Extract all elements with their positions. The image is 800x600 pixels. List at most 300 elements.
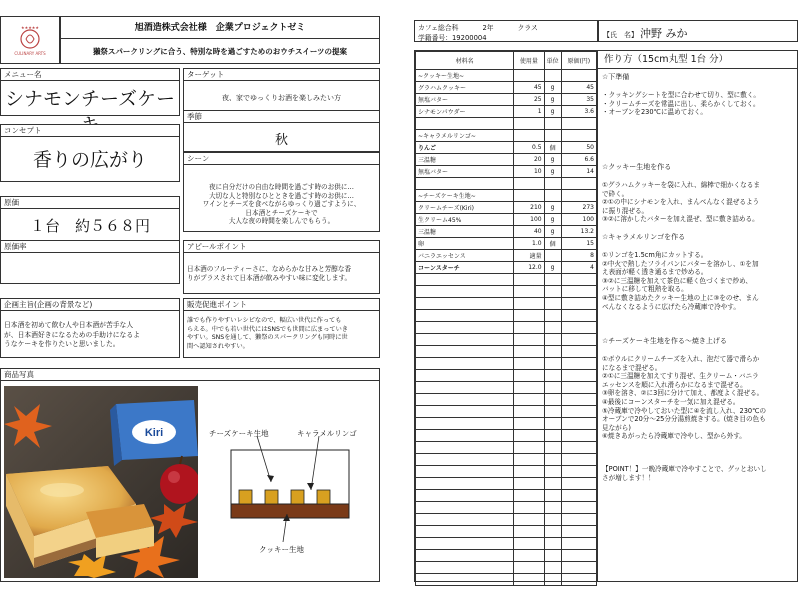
ingredient-amount [514, 502, 544, 514]
ingredient-cost [561, 370, 596, 382]
ingredient-table [414, 50, 598, 582]
ingredient-unit [544, 70, 561, 82]
ingredient-amount [514, 514, 544, 526]
ingredient-cost [561, 430, 596, 442]
target-value: 夜、家でゆっくりお酒を楽しみたい方 [222, 94, 341, 102]
table-row [416, 550, 597, 562]
ingredient-cost [561, 538, 596, 550]
col-header-amount: 使用量 [514, 52, 544, 70]
ingredient-amount [514, 334, 544, 346]
ingredient-amount [514, 394, 544, 406]
ingredient-name [416, 526, 514, 538]
ingredient-amount: 45 [514, 82, 544, 94]
student-id-label: 学籍番号： [418, 34, 452, 42]
ingredient-cost: 14 [561, 166, 596, 178]
ingredient-amount [514, 406, 544, 418]
table-row [416, 394, 597, 406]
ingredient-amount: 0.5 [514, 142, 544, 154]
ingredient-amount [514, 526, 544, 538]
ingredient-cost [561, 526, 596, 538]
ingredient-name [416, 274, 514, 286]
ingredient-unit [544, 418, 561, 430]
ingredient-unit [544, 178, 561, 190]
ingredient-unit [544, 358, 561, 370]
ingredient-amount [514, 382, 544, 394]
method-step-line: え表面が軽く透き通るまで炒める。 [602, 268, 708, 277]
method-step-line: ②①の中にシナモンを入れ、まんべんなく混ぜるよう [602, 198, 760, 207]
ingredient-cost: 15 [561, 238, 596, 250]
svg-text:★★★★★: ★★★★★ [21, 25, 39, 30]
ingredient-cost [561, 178, 596, 190]
ingredient-unit: 個 [544, 142, 561, 154]
table-row [416, 502, 597, 514]
name-label: 【氏 名】 [603, 31, 638, 39]
product-photo [4, 386, 198, 578]
ingredient-unit [544, 442, 561, 454]
menu-label: メニュー名 [1, 69, 179, 81]
ingredient-name [416, 562, 514, 574]
ingredient-name [416, 490, 514, 502]
ingredient-unit: g [544, 82, 561, 94]
ingredient-unit [544, 190, 561, 202]
purpose-line: が、日本酒好きになるための手助けになるよ [4, 330, 140, 339]
scene-section [183, 152, 380, 232]
promo-line: 間へ認知されやすい。 [187, 342, 249, 350]
ingredient-name [416, 298, 514, 310]
ingredient-name: 無塩バター [416, 94, 514, 106]
table-row [416, 406, 597, 418]
ingredient-name: 三温糖 [416, 154, 514, 166]
ingredient-name: 卵 [416, 238, 514, 250]
ingredient-cost [561, 346, 596, 358]
ingredient-name: ~チーズケーキ生地~ [416, 190, 514, 202]
ingredient-name [416, 502, 514, 514]
method-step-line: ②①に三温糖を加えてすり混ぜ、生クリーム・バニラ [602, 372, 759, 381]
ingredient-unit [544, 310, 561, 322]
ingredient-cost [561, 286, 596, 298]
cost-label: 原価 [1, 197, 179, 209]
appeal-line: 日本酒のフルーティーさに、なめらかな甘みと芳醇な香 [187, 265, 352, 273]
ingredient-amount [514, 322, 544, 334]
ingredient-name [416, 178, 514, 190]
scene-label: シーン [184, 153, 379, 165]
season-value: 秋 [274, 133, 288, 148]
ingredient-amount [514, 574, 544, 586]
header [60, 16, 380, 64]
ingredient-cost [561, 574, 596, 586]
ingredient-unit: g [544, 202, 561, 214]
ingredient-amount: 40 [514, 226, 544, 238]
ingredient-cost [561, 298, 596, 310]
ingredient-amount [514, 298, 544, 310]
ingredient-amount: 25 [514, 94, 544, 106]
table-row [416, 322, 597, 334]
ingredient-amount [514, 490, 544, 502]
promo-line: 誰でも作りやすいレシピなので、幅広い世代に作っても [187, 317, 342, 324]
purpose-line: 日本酒を初めて飲む人や日本酒が苦手な人 [4, 321, 134, 329]
ingredient-unit: 個 [544, 238, 561, 250]
ingredient-unit: g [544, 166, 561, 178]
ingredient-name: クリームチーズ(Kiri) [416, 202, 514, 214]
ingredient-cost [561, 442, 596, 454]
student-year: 2年 [482, 24, 494, 32]
table-row [416, 70, 597, 82]
ingredient-cost: 50 [561, 142, 596, 154]
ingredient-amount [514, 118, 544, 130]
purpose-section [0, 298, 180, 358]
ingredient-name: グラハムクッキー [416, 82, 514, 94]
method-step-line: ①ボウルにクリームチーズを入れ、泡だて器で滑らか [602, 355, 760, 363]
cost-rate-label: 原価率 [1, 241, 179, 253]
table-row [416, 130, 597, 142]
method-step-line: ・クリームチーズを常温に出し、柔らかくしておく。 [602, 99, 760, 108]
student-class: クラス [517, 24, 538, 32]
ingredient-name [416, 370, 514, 382]
ingredient-amount [514, 274, 544, 286]
method-step-line: ③②に三温糖を加えて茶色に軽く色づくまで炒め、 [602, 276, 753, 285]
ingredient-name [416, 430, 514, 442]
ingredient-unit [544, 298, 561, 310]
ingredient-name: 無塩バター [416, 166, 514, 178]
ingredient-name [416, 550, 514, 562]
promo-section [183, 298, 380, 358]
student-name: 沖野 みか [640, 27, 688, 40]
table-row [416, 154, 597, 166]
table-row [416, 310, 597, 322]
ingredient-unit: g [544, 106, 561, 118]
table-row [416, 214, 597, 226]
table-row [416, 166, 597, 178]
method-step-line: バットに移して粗熱を取る。 [602, 285, 688, 294]
ingredient-name [416, 514, 514, 526]
method-step-line: ⑥焼きあがったら冷蔵庫で冷やし、型から外す。 [602, 432, 746, 441]
method-step-line: で砕く。 [602, 189, 629, 198]
ingredient-amount [514, 70, 544, 82]
ingredient-amount [514, 454, 544, 466]
scene-line: 夜に自分だけの自由な時間を過ごす時のお供に… [208, 183, 355, 191]
ingredient-unit [544, 346, 561, 358]
ingredient-name [416, 382, 514, 394]
ingredient-cost: 4 [561, 262, 596, 274]
ingredient-name: 生クリーム45% [416, 214, 514, 226]
logo [0, 16, 60, 64]
cross-section-diagram [201, 386, 379, 578]
method-step-line: ④最後にコーンスターチを一気に加え混ぜる。 [602, 398, 740, 406]
ingredient-cost: 35 [561, 94, 596, 106]
concept-label: コンセプト [1, 125, 179, 137]
ingredient-cost: 8 [561, 250, 596, 262]
ingredient-amount [514, 370, 544, 382]
method-step-heading: ☆下準備 [602, 73, 630, 81]
ingredient-cost [561, 502, 596, 514]
table-row [416, 346, 597, 358]
ingredient-amount [514, 466, 544, 478]
table-row [416, 286, 597, 298]
ingredient-unit [544, 118, 561, 130]
ingredient-unit: g [544, 154, 561, 166]
ingredient-amount [514, 538, 544, 550]
purpose-line: うなケーキを作りたいと思いました。 [4, 340, 120, 348]
scene-line: 大人な夜の時間を楽しんでもらう。 [228, 217, 335, 226]
col-header-unit: 単位 [544, 52, 561, 70]
target-label: ターゲット [184, 69, 379, 81]
table-row [416, 370, 597, 382]
table-row [416, 82, 597, 94]
method-step-line: 【POINT！】一晩冷蔵庫で冷やすことで、グッとおいし [602, 465, 767, 473]
table-row [416, 142, 597, 154]
ingredient-unit: g [544, 226, 561, 238]
ingredient-amount [514, 562, 544, 574]
col-header-material: 材料名 [416, 52, 514, 70]
ingredient-unit [544, 430, 561, 442]
ingredient-cost [561, 130, 596, 142]
appeal-line: りがプラスされて日本酒が飲みやすい味に変化します。 [187, 274, 352, 282]
ingredient-name [416, 538, 514, 550]
ingredient-cost [561, 562, 596, 574]
ingredient-name: ~キャラメルリンゴ~ [416, 130, 514, 142]
ingredient-cost [561, 490, 596, 502]
promo-line: らえる。中でも若い世代にはSNSでも世間に広まっていき [187, 325, 348, 333]
promo-line: やすい。SNSを通して、獺祭のスパークリングも同時に世 [187, 334, 348, 342]
appeal-label: アピールポイント [184, 241, 379, 253]
cost-rate-section [0, 240, 180, 284]
ingredient-amount [514, 130, 544, 142]
ingredient-unit [544, 406, 561, 418]
ingredient-cost [561, 466, 596, 478]
ingredient-unit [544, 370, 561, 382]
method-step-line: に振り混ぜる。 [602, 206, 649, 215]
ingredient-name: コーンスターチ [416, 262, 514, 274]
ingredient-name [416, 454, 514, 466]
table-row [416, 298, 597, 310]
ingredient-name: りんご [416, 142, 514, 154]
table-row [416, 202, 597, 214]
ingredient-cost [561, 190, 596, 202]
ingredient-unit: g [544, 214, 561, 226]
table-row [416, 334, 597, 346]
ingredient-cost [561, 322, 596, 334]
table-row [416, 118, 597, 130]
concept-section [0, 124, 180, 182]
table-row [416, 358, 597, 370]
ingredient-unit [544, 250, 561, 262]
method-step-line: オーブンで20分～25分分湯煎焼きする。(焼き目の色も [602, 415, 766, 424]
table-row [416, 478, 597, 490]
table-row [416, 190, 597, 202]
ingredient-name [416, 442, 514, 454]
ingredient-name [416, 118, 514, 130]
student-id: 19200004 [451, 34, 487, 42]
ingredient-unit [544, 562, 561, 574]
table-row [416, 250, 597, 262]
ingredient-amount [514, 310, 544, 322]
table-row [416, 106, 597, 118]
ingredient-unit: g [544, 262, 561, 274]
ingredient-unit [544, 322, 561, 334]
method-step-line: ・クッキングシートを型に合わせて切り、型に敷く。 [602, 91, 760, 99]
ingredient-cost [561, 454, 596, 466]
table-row [416, 238, 597, 250]
ingredient-cost [561, 310, 596, 322]
method-step-line: ④型に敷き詰めたクッキー生地の上に③をのせ、まん [602, 294, 759, 302]
student-name-box [598, 20, 798, 42]
ingredient-unit [544, 514, 561, 526]
table-row [416, 466, 597, 478]
photo-label: 商品写真 [1, 369, 379, 381]
ingredient-cost: 273 [561, 202, 596, 214]
method-step-line: ③②に溶かしたバターを加え混ぜ、型に敷き詰める。 [602, 215, 759, 224]
ingredient-cost [561, 514, 596, 526]
ingredient-name: バニラエッセンス [416, 250, 514, 262]
ingredient-name [416, 478, 514, 490]
table-row [416, 382, 597, 394]
ingredient-cost [561, 274, 596, 286]
ingredient-name [416, 322, 514, 334]
method-section [598, 50, 798, 582]
ingredient-name: 三温糖 [416, 226, 514, 238]
ingredient-cost: 6.6 [561, 154, 596, 166]
ingredient-amount: 1 [514, 106, 544, 118]
ingredient-amount [514, 346, 544, 358]
ingredient-name [416, 334, 514, 346]
ingredient-unit [544, 574, 561, 586]
ingredient-cost [561, 334, 596, 346]
ingredient-amount: 1.0 [514, 238, 544, 250]
ingredient-cost: 3.6 [561, 106, 596, 118]
company-title: 旭酒造株式会社様 企業プロジェクトゼミ [61, 17, 379, 39]
ingredient-name [416, 346, 514, 358]
cheesecake-photo-icon [4, 386, 198, 578]
table-row [416, 574, 597, 586]
ingredient-name: ~クッキー生地~ [416, 70, 514, 82]
method-step-line: ・オーブンを230℃に温めておく。 [602, 108, 707, 117]
ingredient-amount: 210 [514, 202, 544, 214]
ingredient-name [416, 286, 514, 298]
method-step-line: エッセンスを順に入れ滑らかになるまで混ぜる。 [602, 380, 747, 389]
ingredient-cost [561, 358, 596, 370]
ingredient-unit [544, 334, 561, 346]
season-label: 季節 [184, 111, 379, 123]
ingredient-name [416, 418, 514, 430]
scene-line: 日本酒とチーズケーキで [245, 208, 318, 217]
ingredient-name [416, 310, 514, 322]
ingredient-unit [544, 526, 561, 538]
ingredient-name [416, 394, 514, 406]
ingredient-amount [514, 418, 544, 430]
method-step-line: ②中火で熱したフライパンにバターを溶かし、①を加 [602, 259, 759, 268]
season-section [183, 110, 380, 152]
scene-line: 大切な人と特別なひとときを過ごす時のお供に… [208, 191, 355, 200]
kiri-brand-label: Kiri [144, 427, 164, 439]
table-row [416, 562, 597, 574]
ingredient-name [416, 466, 514, 478]
menu-name: シナモンチーズケー [4, 88, 176, 110]
method-step-line: 見ながら) [602, 423, 631, 432]
ingredient-unit [544, 286, 561, 298]
table-row [416, 526, 597, 538]
method-step-line: べんなくなるように広げたら冷蔵庫で冷やす。 [602, 302, 740, 311]
diagram-label-caramel: キャラメルリンゴ [297, 429, 357, 438]
ingredient-amount [514, 430, 544, 442]
method-step-line: ①グラハムクッキーを袋に入れ、綿棒で细かくなるま [602, 181, 760, 189]
ingredient-unit [544, 502, 561, 514]
method-step-heading: ☆クッキー生地を作る [602, 163, 672, 171]
ingredient-unit [544, 478, 561, 490]
ingredient-cost [561, 394, 596, 406]
promo-label: 販売促進ポイント [184, 299, 379, 311]
method-step-heading: ☆キャラメルリンゴを作る [602, 233, 686, 241]
ingredient-cost [561, 550, 596, 562]
cost-value: １台 約５６８円 [29, 217, 150, 235]
method-step-line: ①リンゴを1.5cm角にカットする。 [602, 251, 708, 259]
ingredient-name [416, 358, 514, 370]
culinary-logo-icon [15, 24, 45, 50]
scene-line: ワインとチーズを食べながらゆっくり過ごすように、 [202, 200, 361, 209]
table-row [416, 262, 597, 274]
ingredient-cost: 13.2 [561, 226, 596, 238]
course-name: カフェ総合科 [418, 24, 459, 32]
ingredient-unit [544, 490, 561, 502]
table-row [416, 538, 597, 550]
ingredient-amount: 12.0 [514, 262, 544, 274]
table-row [416, 178, 597, 190]
ingredient-cost [561, 406, 596, 418]
ingredient-cost [561, 382, 596, 394]
appeal-section [183, 240, 380, 294]
diagram-label-cookie: クッキー生地 [259, 545, 304, 554]
ingredient-unit [544, 274, 561, 286]
table-row [416, 490, 597, 502]
table-row [416, 418, 597, 430]
ingredient-cost [561, 118, 596, 130]
project-title: 獺祭スパークリングに合う、特別な時を過ごすためのおウチスイーツの提案 [92, 47, 348, 56]
method-step-heading: ☆チーズケーキ生地を作る～焼き上げる [602, 337, 727, 345]
table-row [416, 226, 597, 238]
table-row [416, 442, 597, 454]
table-row [416, 94, 597, 106]
ingredient-unit: g [544, 94, 561, 106]
target-section [183, 68, 380, 116]
menu-section [0, 68, 180, 116]
ingredient-unit [544, 454, 561, 466]
table-row [416, 274, 597, 286]
ingredient-cost: 45 [561, 82, 596, 94]
ingredient-unit [544, 550, 561, 562]
method-step-line: さが増します！！ [602, 473, 655, 482]
ingredient-amount [514, 358, 544, 370]
ingredient-cost [561, 418, 596, 430]
ingredient-amount [514, 478, 544, 490]
ingredient-amount [514, 550, 544, 562]
method-step-line: ⑤冷蔵庫で冷やしておいた型に④を流し入れ、230℃の [602, 406, 767, 415]
ingredient-unit [544, 130, 561, 142]
ingredient-cost [561, 478, 596, 490]
ingredient-cost [561, 70, 596, 82]
ingredient-amount: 適量 [514, 250, 544, 262]
ingredient-unit [544, 466, 561, 478]
logo-text: CULINARY ARTS [14, 51, 46, 56]
ingredient-name [416, 406, 514, 418]
ingredient-amount [514, 190, 544, 202]
ingredient-unit [544, 382, 561, 394]
ingredient-name: シナモンパウダー [416, 106, 514, 118]
ingredient-cost: 100 [561, 214, 596, 226]
ingredient-amount: 10 [514, 166, 544, 178]
table-row [416, 454, 597, 466]
ingredient-unit [544, 538, 561, 550]
ingredient-amount: 20 [514, 154, 544, 166]
student-info [414, 20, 598, 42]
